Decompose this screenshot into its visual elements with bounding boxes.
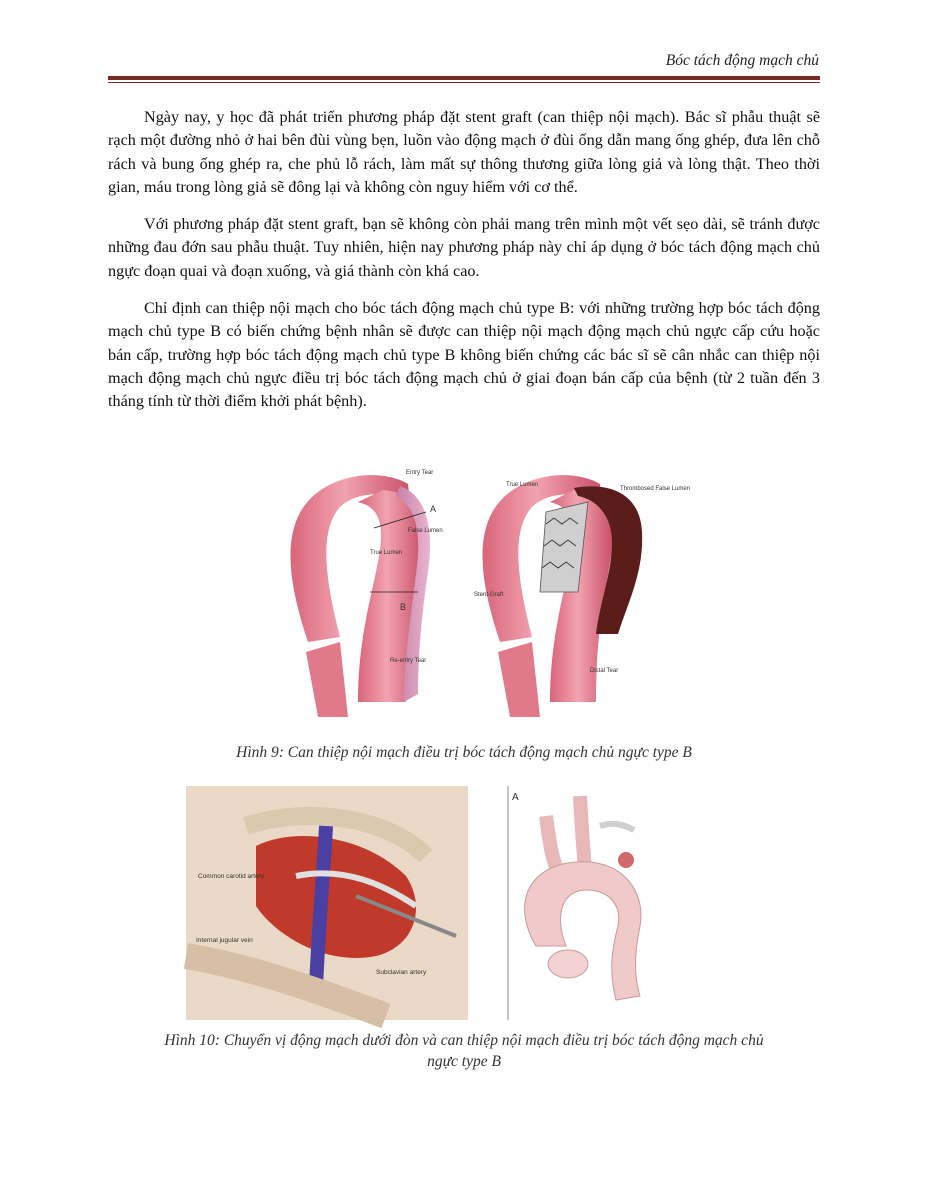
label-subclavian: Subclavian artery (376, 969, 427, 976)
paragraph-3: Chỉ định can thiệp nội mạch cho bóc tách động mạch chủ type B: với những trường hợp bóc tách động mạch chủ type B có biến chứng bệnh nhân sẽ được can thiệp nội mạch động mạch chủ ngực cấp cứu hoặc bán cấp, trường hợp bóc tách động mạch chủ type B không biến chứng các bác sĩ sẽ cân nhắc can thiệp nội mạch động mạch chủ ngực điều trị bóc tách động mạch chủ ở giai đoạn bán cấp của bệnh (từ 2 tuần đến 3 tháng tính từ thời điểm khởi phát bệnh). (108, 299, 820, 411)
label-a: A (430, 504, 437, 514)
paragraph-2: Với phương pháp đặt stent graft, bạn sẽ không còn phải mang trên mình một vết sẹo dài, sẽ tránh được những đau đớn sau phẫu thuật. Tuy nhiên, hiện nay phương pháp này chỉ áp dụng ở bóc tách động mạch chủ ngực đoạn quai và đoạn xuống, và giá thành còn khá cao. (108, 215, 820, 280)
left-aorta (291, 475, 431, 717)
label-stent-graft: Stent-Graft (474, 592, 504, 598)
label-panel-a: A (512, 792, 519, 803)
figure-10-caption-line-2: ngực type B (427, 1053, 501, 1070)
figure-9-illustration (278, 462, 691, 724)
label-distal-tear: Distal Tear (590, 668, 619, 674)
right-aorta (483, 475, 643, 717)
label-false-lumen: False Lumen (408, 528, 443, 534)
figure-9-caption: Hình 9: Can thiệp nội mạch điều trị bóc tách động mạch chủ ngực type B (236, 744, 692, 761)
label-entry-tear: Entry Tear (406, 470, 434, 476)
figure-10-caption-line-1: Hình 10: Chuyển vị động mạch dưới đòn và can thiệp nội mạch điều trị bóc tách động mạch chủ (164, 1032, 764, 1049)
label-true-lumen-left: True Lumen (370, 550, 403, 556)
header-rule-thin (108, 82, 820, 83)
figure-10-caption (108, 1030, 820, 1072)
body-text (108, 106, 820, 428)
paragraph-1: Ngày nay, y học đã phát triển phương pháp đặt stent graft (can thiệp nội mạch). Bác sĩ phẫu thuật sẽ rạch một đường nhỏ ở hai bên đùi vùng bẹn, luồn vào động mạch ở đùi ống dẫn mang ống ghép, đưa lên chỗ rách và bung ống ghép ra, che phủ lỗ rách, làm mất sự thông thương giữa lòng giả và lòng thật. Theo thời gian, máu trong lòng giả sẽ đông lại và không còn nguy hiểm với cơ thể. (108, 108, 820, 196)
figure-10-surgery-illustration (186, 786, 468, 1020)
header-title: Bóc tách động mạch chủ (665, 52, 819, 69)
header-rule (108, 76, 820, 80)
label-common-carotid: Common carotid artery (198, 873, 265, 880)
label-thrombosed: Thrombosed False Lumen (620, 486, 691, 492)
label-internal-jugular: Internal jugular vein (196, 937, 253, 944)
label-b: B (400, 602, 407, 612)
label-true-lumen-right: True Lumen (506, 482, 539, 488)
figure-10-aorta-illustration (506, 786, 676, 1020)
label-reentry-tear: Re-entry Tear (390, 658, 427, 664)
